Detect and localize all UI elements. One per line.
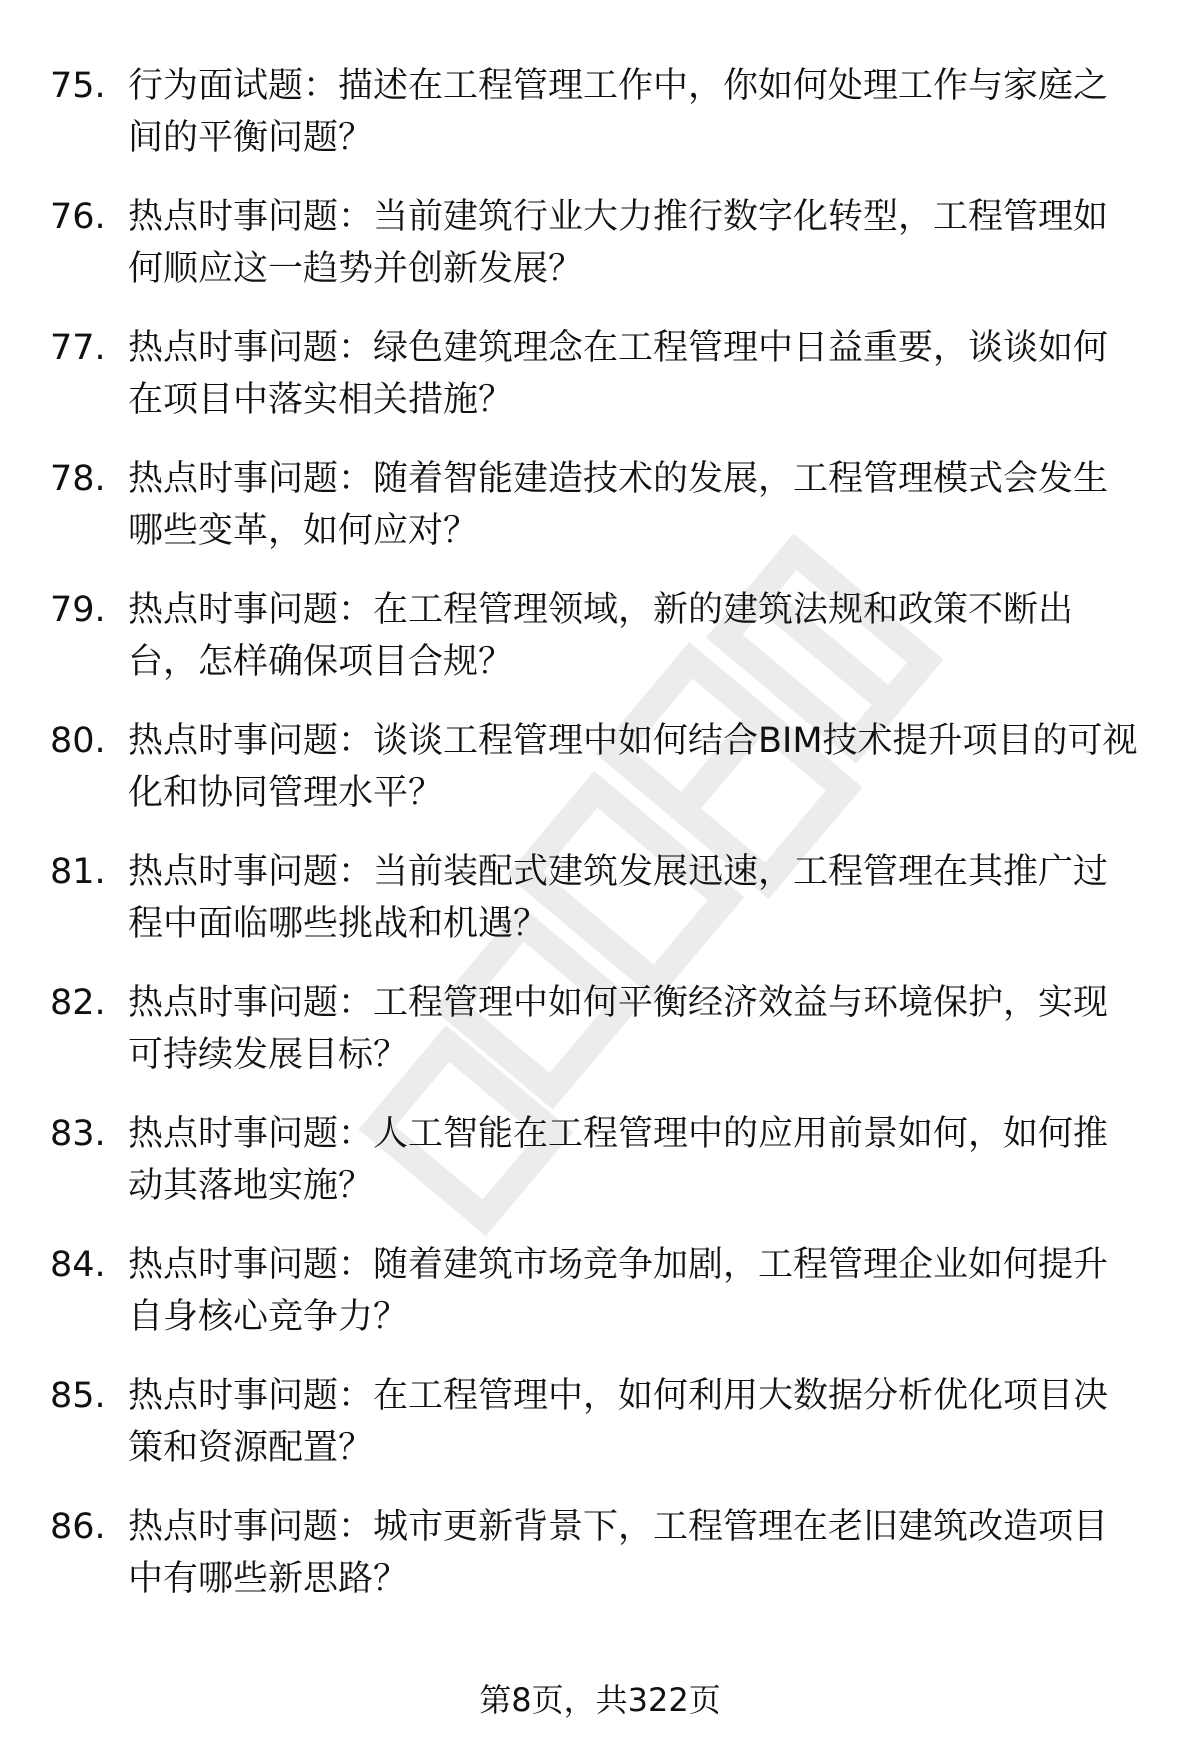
list-item: [0, 322, 1200, 453]
question-text: 行为面试题：描述在工程管理工作中，你如何处理工作与家庭之间的平衡问题？: [128, 66, 1109, 158]
question-number: 82.: [50, 983, 106, 1023]
question-number: 86.: [50, 1507, 106, 1547]
question-number: 76.: [50, 197, 106, 237]
list-item: [0, 1108, 1200, 1239]
list-item: [0, 453, 1200, 584]
question-text: 热点时事问题：人工智能在工程管理中的应用前景如何，如何推动其落地实施？: [128, 1114, 1109, 1206]
question-number: 81.: [50, 852, 106, 892]
question-number: 77.: [50, 328, 106, 368]
question-number: 79.: [50, 590, 106, 630]
question-text: 热点时事问题：城市更新背景下，工程管理在老旧建筑改造项目中有哪些新思路？: [128, 1507, 1109, 1599]
list-item: [0, 191, 1200, 322]
list-item: [0, 1239, 1200, 1370]
question-text: 热点时事问题：在工程管理领域，新的建筑法规和政策不断出台，怎样确保项目合规？: [128, 590, 1074, 682]
question-number: 84.: [50, 1245, 106, 1285]
question-number: 85.: [50, 1376, 106, 1416]
question-text: 热点时事问题：在工程管理中，如何利用大数据分析优化项目决策和资源配置？: [128, 1376, 1109, 1468]
question-number: 75.: [50, 66, 106, 106]
question-text: 热点时事问题：当前装配式建筑发展迅速，工程管理在其推广过程中面临哪些挑战和机遇？: [128, 852, 1109, 944]
question-text: 热点时事问题：谈谈工程管理中如何结合BIM技术提升项目的可视化和协同管理水平？: [128, 721, 1138, 813]
question-text: 热点时事问题：随着智能建造技术的发展，工程管理模式会发生哪些变革，如何应对？: [128, 459, 1109, 551]
list-item: [0, 846, 1200, 977]
list-item: [0, 60, 1200, 191]
question-number: 83.: [50, 1114, 106, 1154]
question-text: 热点时事问题：绿色建筑理念在工程管理中日益重要，谈谈如何在项目中落实相关措施？: [128, 328, 1109, 420]
question-text: 热点时事问题：当前建筑行业大力推行数字化转型，工程管理如何顺应这一趋势并创新发展？: [128, 197, 1109, 289]
question-number: 80.: [50, 721, 106, 761]
question-text: 热点时事问题：随着建筑市场竞争加剧，工程管理企业如何提升自身核心竞争力？: [128, 1245, 1109, 1337]
question-text: 热点时事问题：工程管理中如何平衡经济效益与环境保护，实现可持续发展目标？: [128, 983, 1109, 1075]
list-item: [0, 715, 1200, 846]
page-number: 第8页，共322页: [479, 1681, 721, 1719]
list-item: [0, 1501, 1200, 1632]
question-list: [0, 60, 1200, 1632]
question-number: 78.: [50, 459, 106, 499]
list-item: [0, 584, 1200, 715]
list-item: [0, 977, 1200, 1108]
list-item: [0, 1370, 1200, 1501]
